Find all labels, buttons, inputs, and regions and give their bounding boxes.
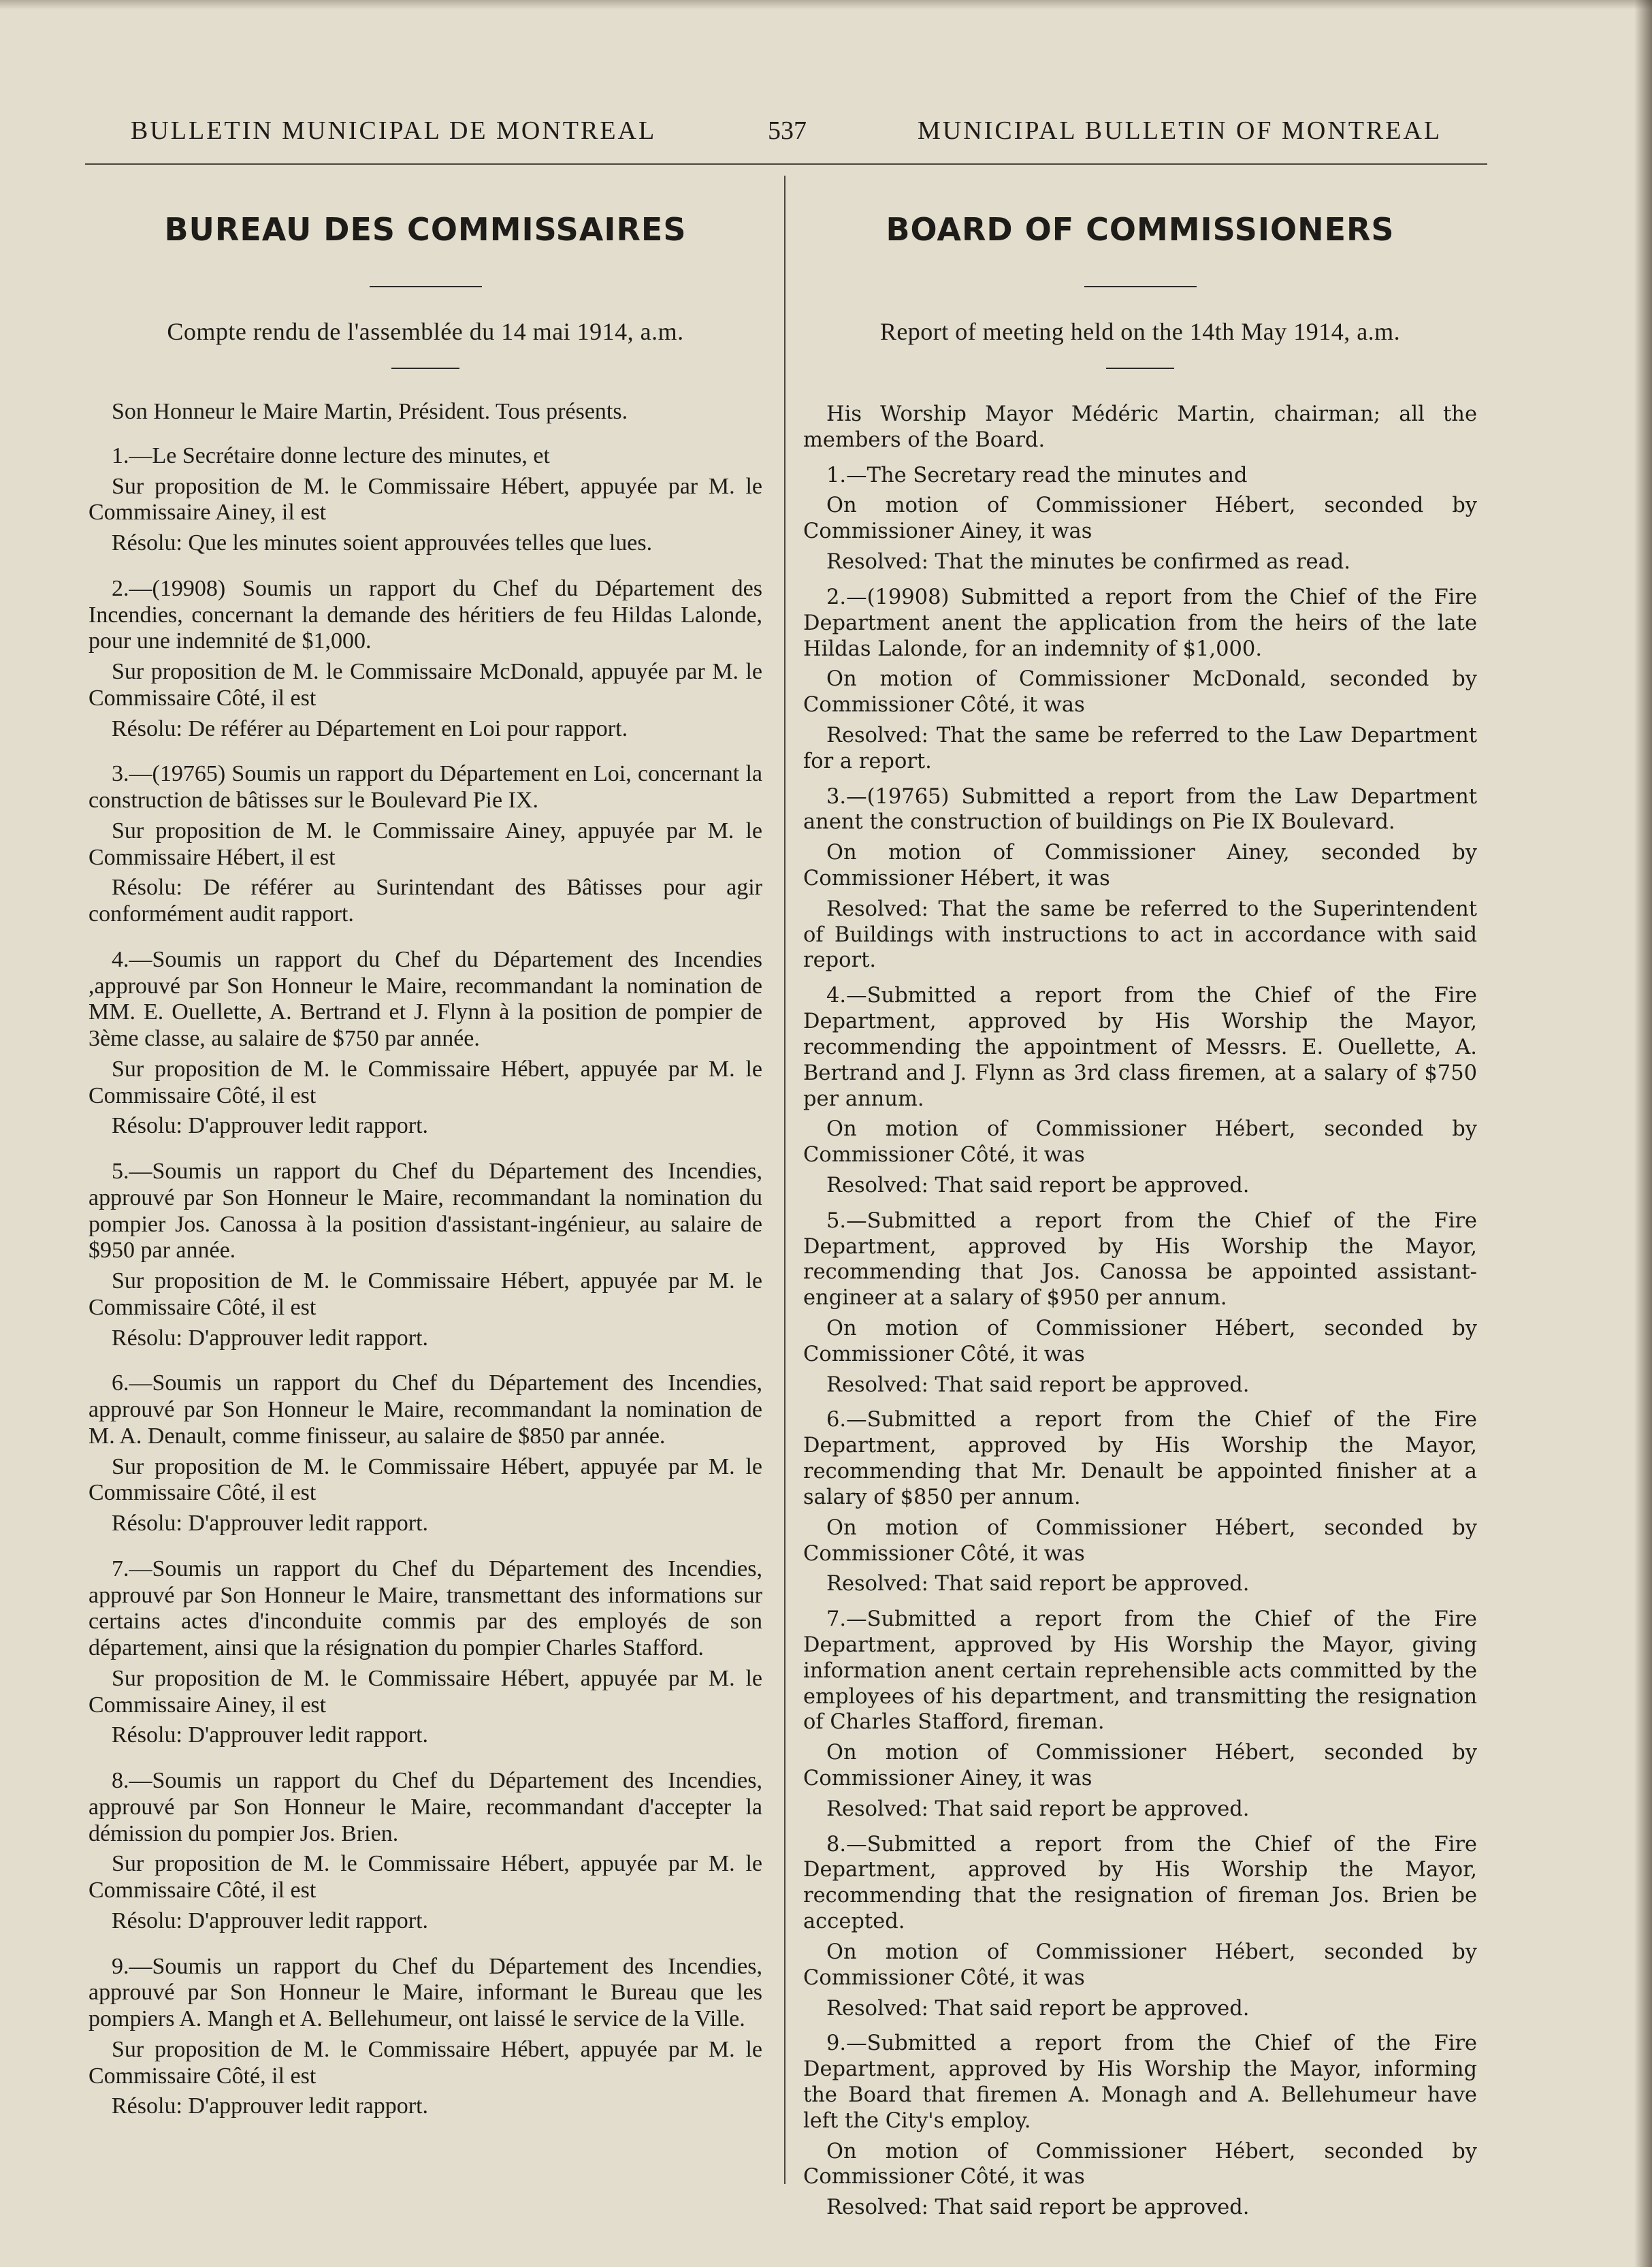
english-column xyxy=(803,204,1477,2230)
title-rule xyxy=(1084,286,1197,287)
english-title: BOARD OF COMMISSIONERS xyxy=(886,211,1395,248)
resolution-text: Resolved: That said report be approved. xyxy=(826,1797,1250,1821)
french-minutes xyxy=(88,399,762,2120)
item-text: 5.—Soumis un rapport du Chef du Département des Incendies, approuvé par Son Honneur le Maire, recommandant la nomination du pompier Jos. Canossa à la position d'assistant-ingénieur, au salaire de $950 par année. xyxy=(88,1159,762,1264)
motion-text: Sur proposition de M. le Commissaire Hébert, appuyée par M. le Commissaire Ainey, il est xyxy=(88,473,762,526)
motion-text: Sur proposition de M. le Commissaire McDonald, appuyée par M. le Commissaire Côté, il est xyxy=(88,659,762,711)
resolution-text: Resolved: That said report be approved. xyxy=(826,1996,1250,2021)
header-rule xyxy=(85,163,1487,165)
column-divider xyxy=(784,176,785,2184)
resolution-text: Résolu: D'approuver ledit rapport. xyxy=(112,1113,429,1139)
page-top-shadow xyxy=(0,0,1652,10)
french-subtitle: Compte rendu de l'assemblée du 14 mai 1914, a.m. xyxy=(167,318,684,345)
motion-text: Sur proposition de M. le Commissaire Hébert, appuyée par M. le Commissaire Côté, il est xyxy=(88,2036,762,2089)
english-subtitle: Report of meeting held on the 14th May 1914, a.m. xyxy=(879,318,1401,345)
motion-text: Sur proposition de M. le Commissaire Hébert, appuyée par M. le Commissaire Côté, il est xyxy=(88,1851,762,1903)
resolution-text: Resolved: That said report be approved. xyxy=(826,1372,1250,1397)
item-text: 6.—Submitted a report from the Chief of the Fire Department, approved by His Worship the Mayor, recommending that Mr. Denault be appointed finisher at a salary of $850 per annum. xyxy=(803,1408,1477,1509)
item-text: 2.—(19908) Soumis un rapport du Chef du Département des Incendies, concernant la demande des héritiers de feu Hildas Lalonde, pour une indemnité de $1,000. xyxy=(88,575,762,654)
motion-text: On motion of Commissioner Hébert, seconded by Commissioner Ainey, it was xyxy=(803,494,1477,544)
resolution-text: Résolu: D'approuver ledit rapport. xyxy=(112,1722,429,1748)
item-text: 4.—Submitted a report from the Chief of the Fire Department, approved by His Worship the Mayor, recommending the appointment of Messrs. E. Ouellette, A. Bertrand and J. Flynn as 3rd class firemen, at a salary of $750 per annum. xyxy=(803,984,1477,1111)
french-column xyxy=(88,204,762,2139)
motion-text: On motion of Commissioner Hébert, seconded by Commissioner Côté, it was xyxy=(803,1940,1477,1990)
resolution-text: Résolu: D'approuver ledit rapport. xyxy=(112,1325,429,1351)
item-text: 7.—Soumis un rapport du Chef du Département des Incendies, approuvé par Son Honneur le Maire, transmettant des informations sur certains actes d'inconduite commis par des employés de son département, ainsi que la résignation du pompier Charles Stafford. xyxy=(88,1556,762,1660)
page-edge-shadow xyxy=(1634,0,1652,2267)
running-head-english: MUNICIPAL BULLETIN OF MONTREAL xyxy=(918,116,1442,145)
motion-text: Sur proposition de M. le Commissaire Ainey, appuyée par M. le Commissaire Hébert, il est xyxy=(88,818,762,870)
motion-text: On motion of Commissioner Hébert, seconded by Commissioner Côté, it was xyxy=(803,1317,1477,1366)
attendance-line: His Worship Mayor Médéric Martin, chairman; all the members of the Board. xyxy=(803,402,1477,452)
subtitle-rule xyxy=(391,368,459,369)
motion-text: Sur proposition de M. le Commissaire Hébert, appuyée par M. le Commissaire Ainey, il est xyxy=(88,1665,762,1718)
item-text: 8.—Soumis un rapport du Chef du Département des Incendies, approuvé par Son Honneur le Maire, recommandant d'accepter la démission du pompier Jos. Brien. xyxy=(88,1768,762,1846)
resolution-text: Résolu: De référer au Surintendant des Bâtisses pour agir conformément audit rapport. xyxy=(88,875,762,927)
attendance-line: Son Honneur le Maire Martin, Président. Tous présents. xyxy=(112,399,628,424)
page-number: 537 xyxy=(768,116,807,145)
resolution-text: Resolved: That the minutes be confirmed as read. xyxy=(826,550,1350,575)
item-text: 8.—Submitted a report from the Chief of the Fire Department, approved by His Worship the Mayor, recommending that the resignation of fireman Jos. Brien be accepted. xyxy=(803,1832,1477,1934)
resolution-text: Résolu: Que les minutes soient approuvées telles que lues. xyxy=(112,530,653,556)
item-text: 9.—Soumis un rapport du Chef du Département des Incendies, approuvé par Son Honneur le Maire, informant le Bureau que les pompiers A. Mangh et A. Bellehumeur, ont laissé le service de la Ville. xyxy=(88,1953,762,2031)
subtitle-rule xyxy=(1106,368,1174,369)
motion-text: Sur proposition de M. le Commissaire Hébert, appuyée par M. le Commissaire Côté, il est xyxy=(88,1453,762,1506)
item-text: 5.—Submitted a report from the Chief of the Fire Department, approved by His Worship the Mayor, recommending that Jos. Canossa be appointed assistant-engineer at a salary of $950 per annum. xyxy=(803,1208,1477,1311)
motion-text: On motion of Commissioner McDonald, seconded by Commissioner Côté, it was xyxy=(803,667,1477,718)
resolution-text: Résolu: D'approuver ledit rapport. xyxy=(112,1511,429,1536)
motion-text: On motion of Commissioner Hébert, seconded by Commissioner Côté, it was xyxy=(803,1117,1477,1168)
item-text: 3.—(19765) Submitted a report from the Law Department anent the construction of buildings on Pie IX Boulevard. xyxy=(803,784,1477,835)
resolution-text: Résolu: D'approuver ledit rapport. xyxy=(112,1908,429,1933)
motion-text: On motion of Commissioner Hébert, seconded by Commissioner Côté, it was xyxy=(803,2139,1477,2189)
item-text: 4.—Soumis un rapport du Chef du Département des Incendies ,approuvé par Son Honneur le Maire, recommandant la nomination de MM. E. Ouellette, A. Bertrand et J. Flynn à la position de pompier de 3ème classe, au salaire de $750 par année. xyxy=(88,946,762,1051)
english-minutes xyxy=(803,402,1477,2221)
motion-text: On motion of Commissioner Ainey, seconded by Commissioner Hébert, it was xyxy=(803,841,1477,890)
title-rule xyxy=(370,286,482,287)
resolution-text: Résolu: D'approuver ledit rapport. xyxy=(112,2093,429,2119)
item-text: 1.—The Secretary read the minutes and xyxy=(826,463,1248,487)
motion-text: On motion of Commissioner Hébert, seconded by Commissioner Côté, it was xyxy=(803,1515,1477,1566)
motion-text: Sur proposition de M. le Commissaire Hébert, appuyée par M. le Commissaire Côté, il est xyxy=(88,1056,762,1108)
resolution-text: Resolved: That the same be referred to the Superintendent of Buildings with instructions to act in accordance with said report. xyxy=(803,897,1477,973)
motion-text: On motion of Commissioner Hébert, seconded by Commissioner Ainey, it was xyxy=(803,1741,1477,1790)
running-head-french: BULLETIN MUNICIPAL DE MONTREAL xyxy=(131,116,657,145)
item-text: 1.—Le Secrétaire donne lecture des minutes, et xyxy=(112,443,550,468)
resolution-text: Resolved: That said report be approved. xyxy=(826,1572,1250,1596)
motion-text: Sur proposition de M. le Commissaire Hébert, appuyée par M. le Commissaire Côté, il est xyxy=(88,1268,762,1320)
item-text: 2.—(19908) Submitted a report from the Chief of the Fire Department anent the application from the heirs of the late Hildas Lalonde, for an indemnity of $1,000. xyxy=(803,585,1477,661)
item-text: 9.—Submitted a report from the Chief of the Fire Department, approved by His Worship the Mayor, informing the Board that firemen A. Monagh and A. Bellehumeur have left the City's employ. xyxy=(803,2031,1477,2133)
resolution-text: Résolu: De référer au Département en Loi pour rapport. xyxy=(112,716,628,741)
french-title: BUREAU DES COMMISSAIRES xyxy=(164,211,687,248)
resolution-text: Resolved: That said report be approved. xyxy=(826,2196,1250,2220)
item-text: 7.—Submitted a report from the Chief of the Fire Department, approved by His Worship the Mayor, giving information anent certain reprehensible acts committed by the employees of his department, and transmitting the resignation of Charles Stafford, fireman. xyxy=(803,1607,1477,1735)
item-text: 3.—(19765) Soumis un rapport du Département en Loi, concernant la construction de bâtisses sur le Boulevard Pie IX. xyxy=(88,761,762,813)
resolution-text: Resolved: That said report be approved. xyxy=(826,1173,1250,1197)
resolution-text: Resolved: That the same be referred to the Law Department for a report. xyxy=(803,723,1477,773)
item-text: 6.—Soumis un rapport du Chef du Département des Incendies, approuvé par Son Honneur le Maire, recommandant la nomination de M. A. Denault, comme finisseur, au salaire de $850 par année. xyxy=(88,1370,762,1449)
